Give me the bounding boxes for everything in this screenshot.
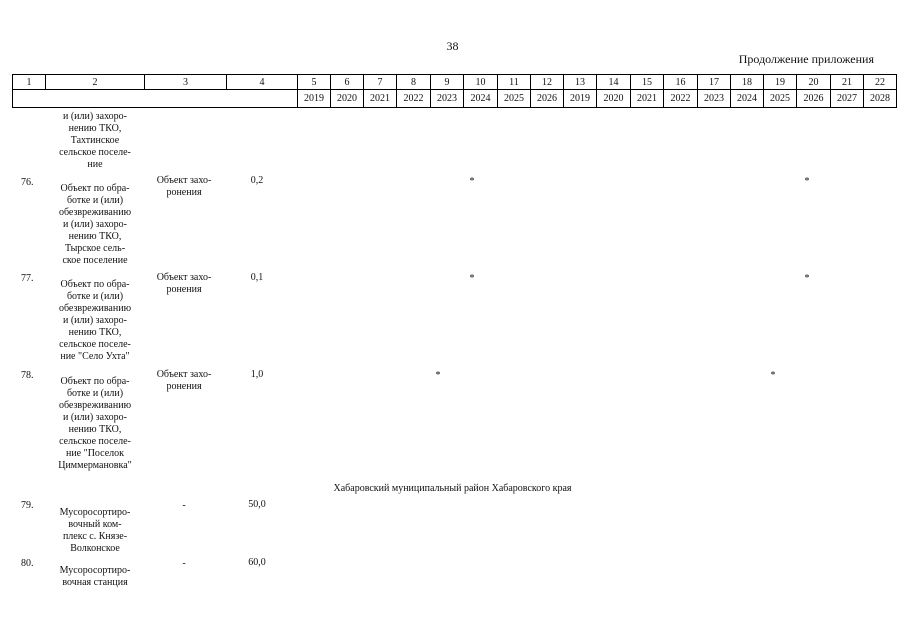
year-cell: 2026 <box>531 90 564 108</box>
schedule-mark: * <box>469 273 475 284</box>
page-number: 38 <box>446 39 459 53</box>
col-number: 1 <box>13 75 46 90</box>
continuation-label: Продолжение приложения <box>738 52 874 66</box>
year-cell: 2020 <box>597 90 631 108</box>
year-cell: 2022 <box>664 90 698 108</box>
col-number: 18 <box>731 75 764 90</box>
row-number: 76. <box>21 177 34 188</box>
col-number: 6 <box>331 75 364 90</box>
object-type: - <box>182 500 186 511</box>
row-number: 77. <box>21 273 34 284</box>
col-number: 2 <box>46 75 145 90</box>
object-capacity: 0,2 <box>250 175 264 186</box>
year-cell: 2024 <box>731 90 764 108</box>
col-number: 7 <box>364 75 397 90</box>
table-header <box>12 74 897 108</box>
year-cell: 2024 <box>464 90 498 108</box>
col-number: 5 <box>298 75 331 90</box>
col-number: 3 <box>145 75 227 90</box>
col-number: 11 <box>498 75 531 90</box>
year-cell: 2019 <box>298 90 331 108</box>
schedule-mark: * <box>435 370 441 381</box>
object-capacity: 1,0 <box>250 369 264 380</box>
object-name: Объект по обра- ботке и (или) обезвреживанию и (или) захоро- нению ТКО, сельское поселе- ние "Село Ухта" <box>58 279 132 362</box>
object-name: Объект по обра- ботке и (или) обезвреживанию и (или) захоро- нению ТКО, Тырское сель- ское поселение <box>58 183 132 266</box>
object-type: Объект захо- ронения <box>156 175 212 198</box>
col-number: 8 <box>397 75 431 90</box>
schedule-mark: * <box>804 176 810 187</box>
row-number: 79. <box>21 500 34 511</box>
year-cell: 2026 <box>797 90 831 108</box>
col-number: 9 <box>431 75 464 90</box>
object-name: Мусоросортиро- вочный ком- плекс с. Князе- Волконское <box>59 507 131 554</box>
object-name: и (или) захоро- нению ТКО, Тахтинское сельское поселе- ние <box>59 111 131 170</box>
year-cell: 2023 <box>698 90 731 108</box>
year-cell: 2025 <box>498 90 531 108</box>
object-type: - <box>182 558 186 569</box>
row-number: 80. <box>21 558 34 569</box>
region-heading: Хабаровский муниципальный район Хабаровского края <box>333 483 572 494</box>
col-number: 20 <box>797 75 831 90</box>
object-name: Объект по обра- ботке и (или) обезвреживанию и (или) захоро- нению ТКО, сельское поселе- ние "Поселок Циммермановка" <box>58 376 132 471</box>
col-number: 12 <box>531 75 564 90</box>
col-number: 10 <box>464 75 498 90</box>
year-cell: 2027 <box>831 90 864 108</box>
year-cell: 2019 <box>564 90 597 108</box>
col-number: 21 <box>831 75 864 90</box>
object-type: Объект захо- ронения <box>156 272 212 295</box>
object-type: Объект захо- ронения <box>156 369 212 392</box>
year-row-blank <box>13 90 298 108</box>
col-number: 13 <box>564 75 597 90</box>
object-name: Мусоросортиро- вочная станция <box>59 565 131 588</box>
col-number: 16 <box>664 75 698 90</box>
col-number: 17 <box>698 75 731 90</box>
schedule-mark: * <box>770 370 776 381</box>
col-number: 19 <box>764 75 797 90</box>
year-cell: 2028 <box>864 90 897 108</box>
col-number: 4 <box>227 75 298 90</box>
object-capacity: 50,0 <box>248 499 266 510</box>
row-number: 78. <box>21 370 34 381</box>
year-cell: 2021 <box>631 90 664 108</box>
col-number: 22 <box>864 75 897 90</box>
year-cell: 2023 <box>431 90 464 108</box>
year-cell: 2020 <box>331 90 364 108</box>
col-number: 15 <box>631 75 664 90</box>
year-cell: 2021 <box>364 90 397 108</box>
col-number: 14 <box>597 75 631 90</box>
schedule-mark: * <box>804 273 810 284</box>
object-capacity: 0,1 <box>250 272 264 283</box>
year-cell: 2025 <box>764 90 797 108</box>
object-capacity: 60,0 <box>248 557 266 568</box>
schedule-mark: * <box>469 176 475 187</box>
year-cell: 2022 <box>397 90 431 108</box>
